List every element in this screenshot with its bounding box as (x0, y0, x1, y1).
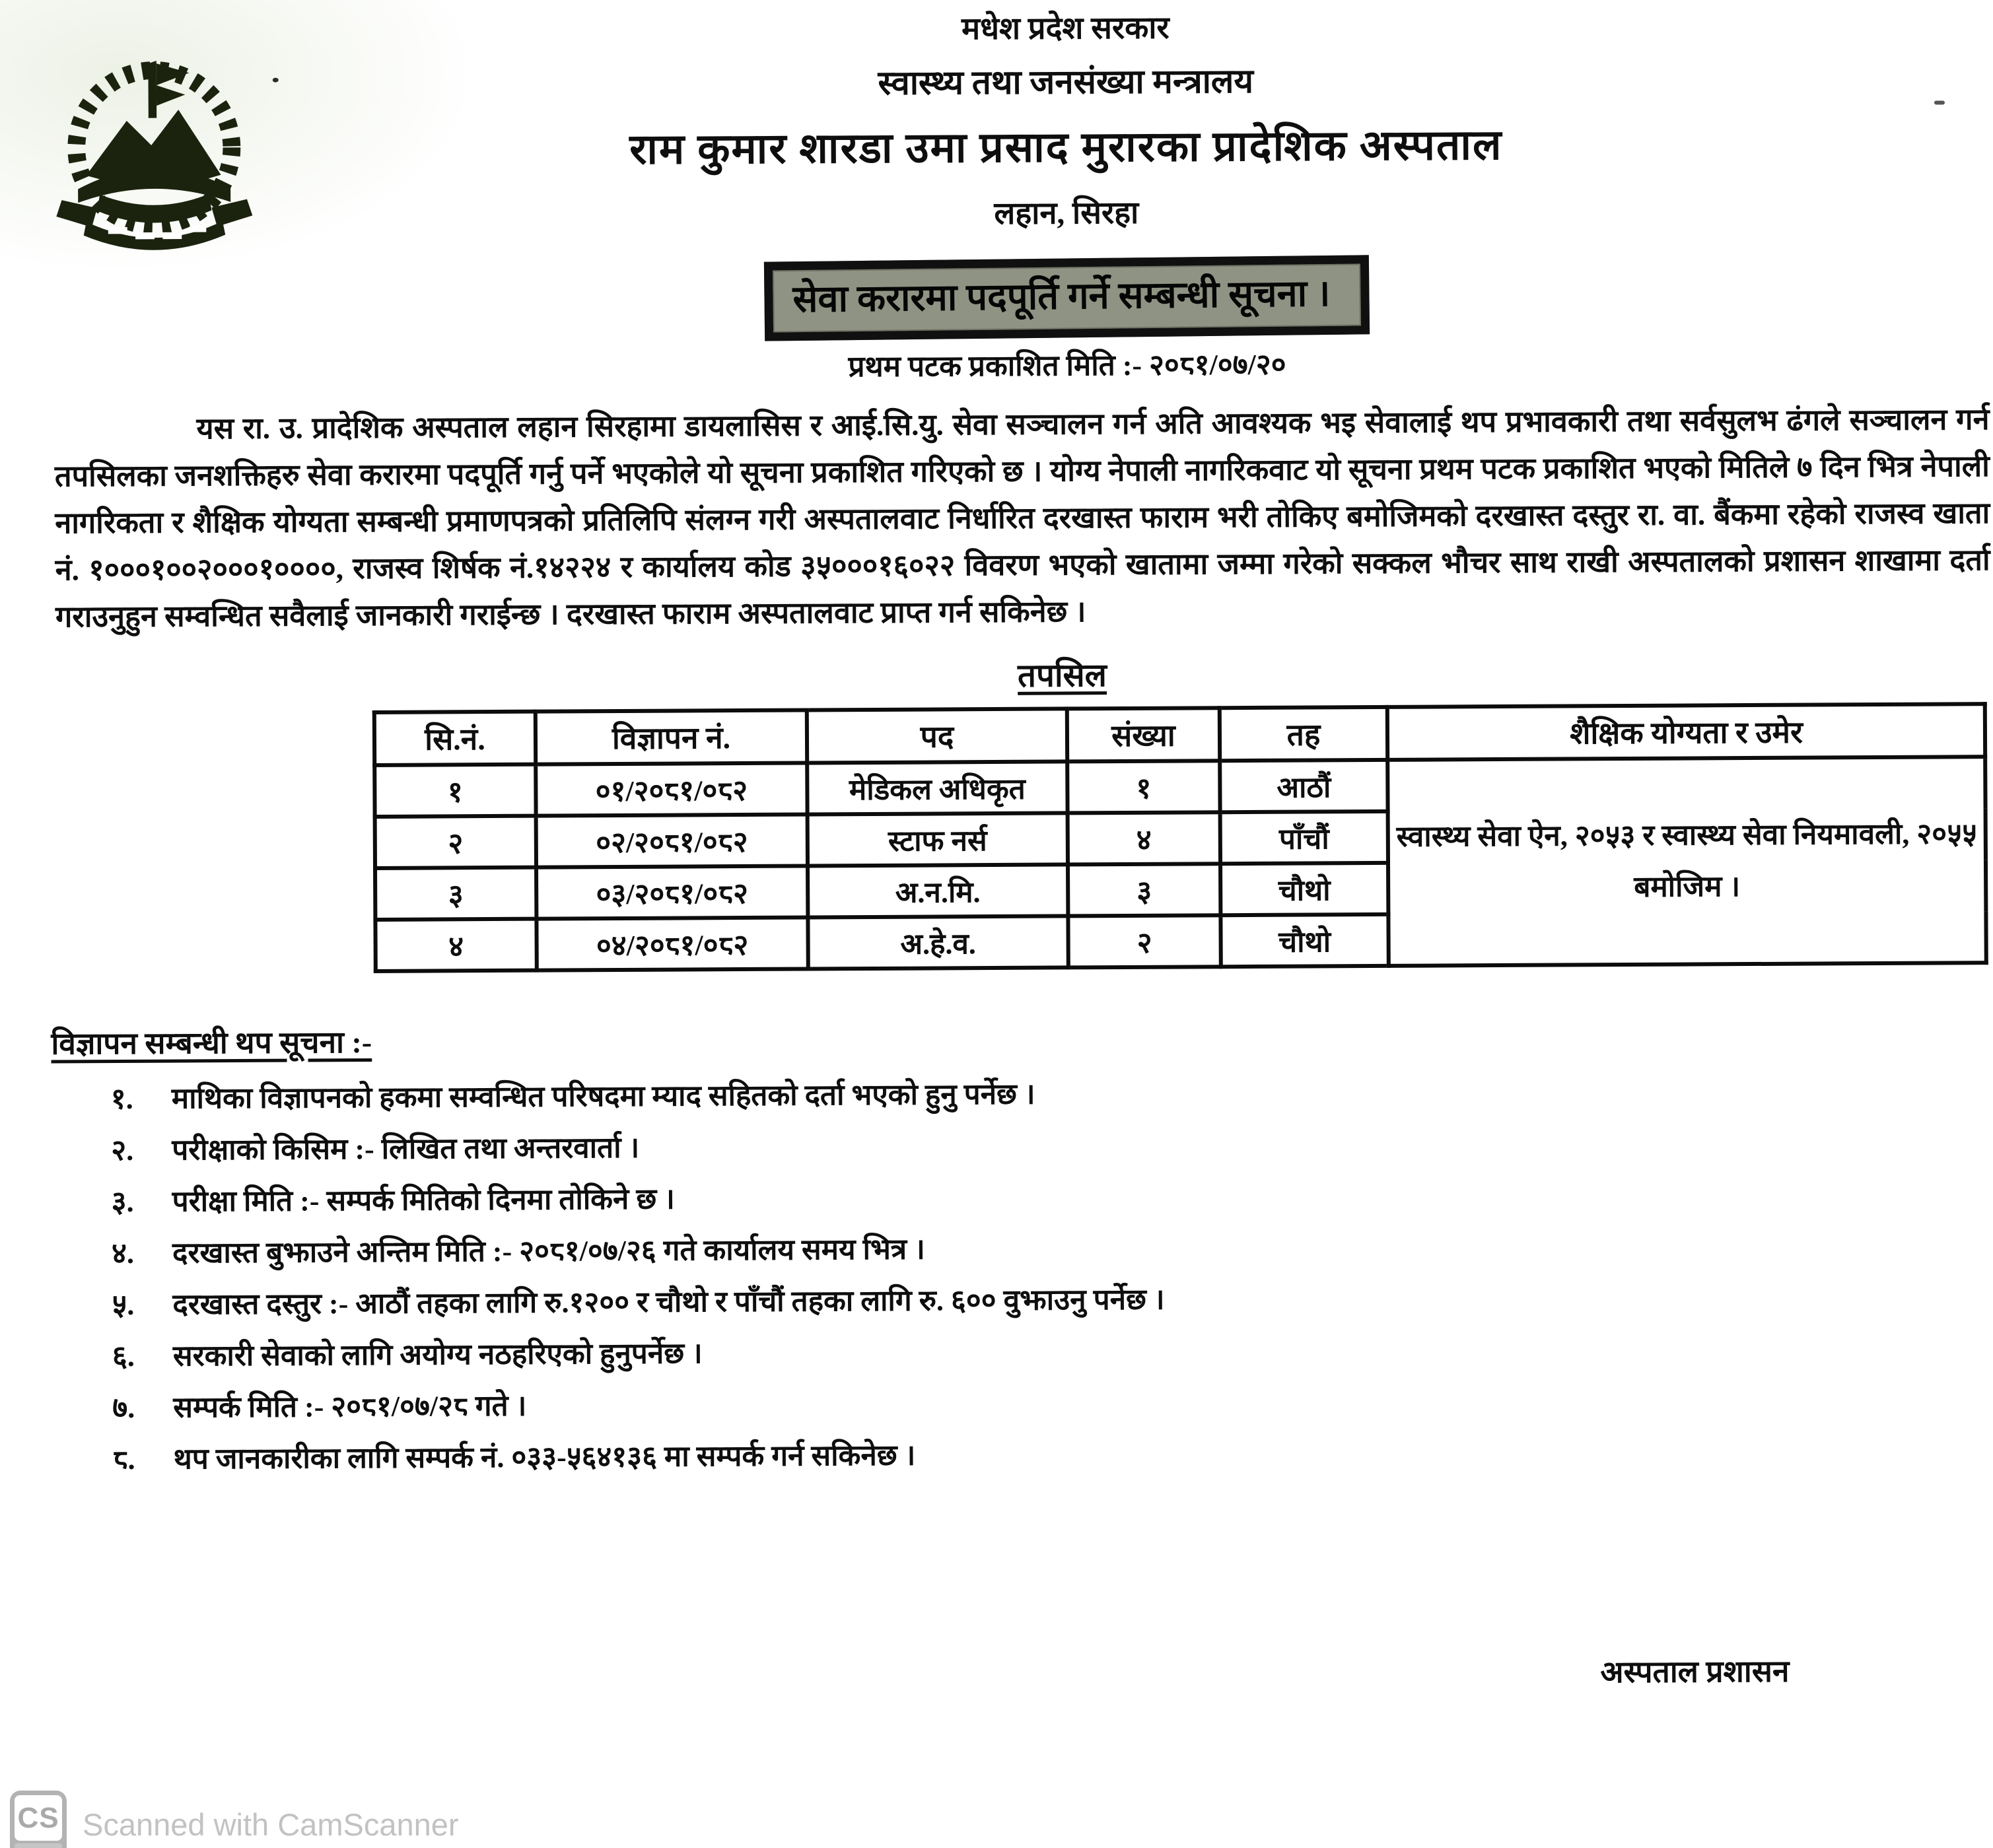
scan-speck (1934, 100, 1945, 104)
camscanner-icon (10, 1791, 67, 1848)
col-header-qualification: शैक्षिक योग्यता र उमेर (1387, 704, 1985, 760)
cell-level: चौथो (1220, 914, 1388, 967)
cell-post: अ.न.मि. (808, 864, 1068, 917)
cell-advertisement-no: ०१/२०८१/०८२ (536, 763, 807, 816)
table-header-row (374, 704, 1985, 765)
cell-advertisement-no: ०४/२०८१/०८२ (536, 917, 808, 970)
cell-sn: ३ (375, 868, 536, 920)
camscanner-text: Scanned with CamScanner (83, 1806, 459, 1842)
col-header-sn: सि.नं. (374, 712, 536, 765)
cell-quantity: १ (1067, 761, 1220, 813)
list-item (113, 1433, 1993, 1476)
list-item-number: २. (111, 1134, 134, 1167)
table-row (374, 757, 1985, 817)
list-item-text: थप जानकारीका लागि सम्पर्क नं. ०३३-५६४१३६ मा सम्पर्क गर्न सकिनेछ । (173, 1439, 916, 1476)
list-item-number: ८. (112, 1443, 135, 1476)
col-header-advertisement-no: विज्ञापन नं. (536, 710, 807, 765)
cell-quantity: २ (1068, 915, 1220, 967)
list-item-text: सम्पर्क मिति :- २०८१/०७/२८ गते । (173, 1389, 527, 1424)
col-header-quantity: संख्या (1067, 708, 1220, 761)
hospital-location: लहान, सिरहा (994, 195, 1139, 232)
cell-sn: ४ (375, 919, 536, 971)
list-item (112, 1279, 1993, 1321)
hospital-name: राम कुमार शारडा उमा प्रसाद मुरारका प्रादेशिक अस्पताल (629, 121, 1503, 173)
notice-title-highlight: सेवा करारमा पदपूर्ति गर्ने सम्बन्धी सूचना । (764, 255, 1370, 341)
list-item (112, 1176, 1993, 1218)
list-item-text: दरखास्त बुझाउने अन्तिम मिति :- २०८१/०७/२६ गते कार्यालय समय भित्र । (172, 1233, 925, 1270)
camscanner-icon-label: CS (15, 1795, 62, 1841)
list-item (111, 1073, 1993, 1115)
cell-quantity: ४ (1068, 812, 1220, 864)
vacancy-table (372, 702, 1988, 973)
additional-info-heading: विज्ञापन सम्बन्धी थप सूचना :- (51, 1025, 372, 1061)
cell-qualification-note: स्वास्थ्य सेवा ऐन, २०५३ र स्वास्थ्य सेवा नियमावली, २०५५ बमोजिम । (1387, 757, 1986, 966)
cell-advertisement-no: ०३/२०८१/०८२ (536, 866, 808, 919)
cell-post: स्टाफ नर्स (808, 813, 1068, 866)
list-item-number: ३. (111, 1185, 134, 1219)
government-emblem-icon (44, 40, 263, 262)
list-item-text: माथिका विज्ञापनको हकमा सम्वन्धित परिषदमा म्याद सहितको दर्ता भएको हुनु पर्नेछ । (171, 1078, 1035, 1115)
list-item (112, 1227, 1993, 1270)
list-item-number: १. (110, 1082, 133, 1116)
list-item-text: परीक्षा मिति :- सम्पर्क मितिको दिनमा तोकिने छ । (172, 1182, 676, 1218)
cell-level: चौथो (1220, 863, 1388, 915)
letterhead (0, 0, 1991, 390)
list-item-text: सरकारी सेवाको लागि अयोग्य नठहरिएको हुनुपर्नेछ । (172, 1337, 703, 1373)
camscanner-icon-base (15, 1843, 62, 1848)
cell-post: अ.हे.व. (808, 916, 1068, 969)
cell-level: पाँचौं (1220, 811, 1388, 864)
list-item-number: ६. (112, 1340, 135, 1373)
list-item-text: दरखास्त दस्तुर :- आठौं तहका लागि रु.१२०० र चौथो र पाँचौं तहका लागि रु. ६०० वुझाउनु पर्नेछ । (172, 1283, 1165, 1321)
table-title: तपसिल (1017, 657, 1107, 694)
cell-post: मेडिकल अधिकृत (807, 761, 1067, 814)
signature-block: अस्पताल प्रशासन (1600, 1654, 1790, 1690)
additional-info-list (111, 1073, 1993, 1476)
list-item-number: ७. (112, 1391, 135, 1425)
col-header-level: तह (1220, 707, 1387, 761)
camscanner-watermark (10, 1791, 459, 1848)
notice-body-paragraph: यस रा. उ. प्रादेशिक अस्पताल लहान सिरहामा डायलासिस र आई.सि.यु. सेवा सञ्चालन गर्न अति आवश्यक भइ सेवालाई थप प्रभावकारी तथा सर्वसुलभ ढंगले सञ्चालन गर्न तपसिलका जनशक्तिहरु सेवा करारमा पदपूर्ति गर्नु पर्ने भएकोले यो सूचना प्रकाशित गरिएको छ । योग्य नेपाली नागरिकवाट यो सूचना प्रथम पटक प्रकाशित भएको मितिले ७ दिन भित्र नेपाली नागरिकता र शैक्षिक योग्यता सम्बन्धी प्रमाणपत्रको प्रतिलिपि संलग्न गरी अस्पतालवाट निर्धारित दरखास्त फाराम भरी तोकिए बमोजिमको दरखास्त दस्तुर रा. वा. बैंकमा रहेको राजस्व खाता नं. १०००१००२०००१००००, राजस्व शिर्षक नं.१४२२४ र कार्यालय कोड ३५०००१६०२२ विवरण भएको खातामा जम्मा गरेको सक्कल भौचर साथ राखी अस्पतालको प्रशासन शाखामा दर्ता गराउनुहुन सम्वन्धित सवैलाई जानकारी गराईन्छ । दरखास्त फाराम अस्पतालवाट प्राप्त गर्न सकिनेछ । (54, 403, 1990, 634)
cell-advertisement-no: ०२/२०८१/०८२ (536, 815, 808, 868)
list-item-number: ५. (112, 1288, 135, 1322)
cell-sn: १ (374, 765, 536, 817)
government-name: मधेश प्रदेश सरकार (961, 11, 1170, 47)
list-item (112, 1330, 1993, 1373)
first-published-date: प्रथम पटक प्रकाशित मिति :- २०८१/०७/२० (848, 348, 1286, 384)
ministry-name: स्वास्थ्य तथा जनसंख्या मन्त्रालय (878, 63, 1254, 102)
list-item (111, 1124, 1993, 1167)
list-item-text: परीक्षाको किसिम :- लिखित तथा अन्तरवार्ता । (172, 1131, 640, 1167)
cell-sn: २ (375, 816, 536, 868)
col-header-post: पद (807, 708, 1067, 763)
scan-speck (273, 78, 279, 83)
list-item (112, 1382, 1993, 1424)
cell-level: आठौं (1220, 760, 1387, 812)
cell-quantity: ३ (1068, 864, 1220, 916)
list-item-number: ४. (111, 1237, 135, 1270)
